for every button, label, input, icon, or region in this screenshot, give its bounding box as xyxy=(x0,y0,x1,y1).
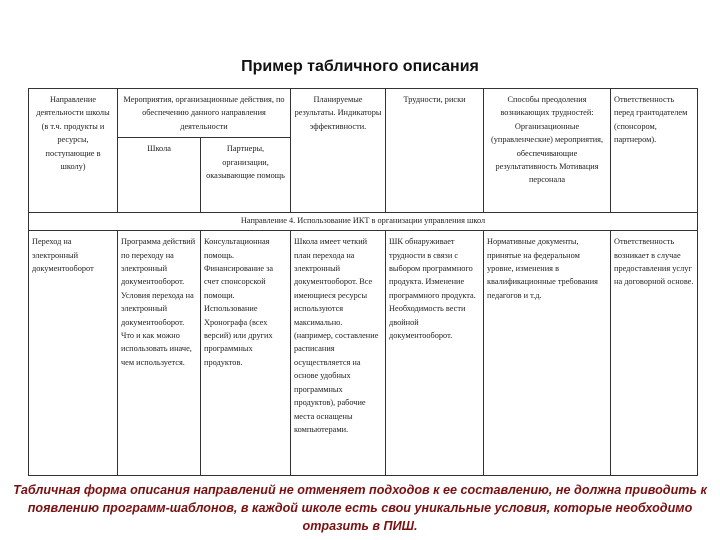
cell-school: Программа действий по переходу на электронный документооборот. Условия перехода на электронный документооборот. Что и как можно использовать иначе, чем используется. xyxy=(118,231,201,476)
header-partners: Партнеры, организации, оказывающие помощь xyxy=(201,138,291,213)
cell-direction: Переход на электронный документооборот xyxy=(29,231,118,476)
footer-note: Табличная форма описания направлений не отменяет подходов к ее составлению, не должна приводить к появлению программ-шаблонов, в каждой школе есть свои уникальные условия, которые необходимо отразить в ПИШ. xyxy=(13,483,707,533)
table-row xyxy=(29,231,698,476)
cell-risks: ШК обнаруживает трудности в связи с выбором программного продукта. Изменение программного продукта. Необходимость вести двойной документооборот. xyxy=(386,231,484,476)
cell-results: Школа имеет четкий план перехода на электронный документооборот. Все имеющиеся ресурсы используются максимально. (например, составление расписания осуществляется на основе удобных программных продуктов), рабочие места оснащены компьютерами. xyxy=(291,231,386,476)
description-table xyxy=(28,88,698,476)
header-direction: Направление деятельности школы (в т.ч. продукты и ресурсы, поступающие в школу) xyxy=(29,89,118,213)
header-school: Школа xyxy=(118,138,201,213)
header-risks: Трудности, риски xyxy=(386,89,484,213)
header-responsibility: Ответственность перед грантодателем (спонсором, партнером). xyxy=(611,89,698,213)
header-activities: Мероприятия, организационные действия, по обеспечению данного направления деятельности xyxy=(118,89,291,138)
cell-ways: Нормативные документы, принятые на федеральном уровне, изменения в квалификационные требования педагогов и т.д. xyxy=(484,231,611,476)
cell-responsibility: Ответственность возникает в случае предоставления услуг на договорной основе. xyxy=(611,231,698,476)
header-ways: Способы преодоления возникающих трудностей: Организационные (управленческие) мероприятия, обеспечивающие результативность Мотивация персонала xyxy=(484,89,611,213)
section-title: Направление 4. Использование ИКТ в организации управления школ xyxy=(29,213,698,231)
page-title: Пример табличного описания xyxy=(241,58,479,75)
header-results: Планируемые результаты. Индикаторы эффективности. xyxy=(291,89,386,213)
cell-partners: Консультационная помощь. Финансирование за счет спонсорской помощи. Использование Хронографа (всех версий) или других программных продуктов. xyxy=(201,231,291,476)
